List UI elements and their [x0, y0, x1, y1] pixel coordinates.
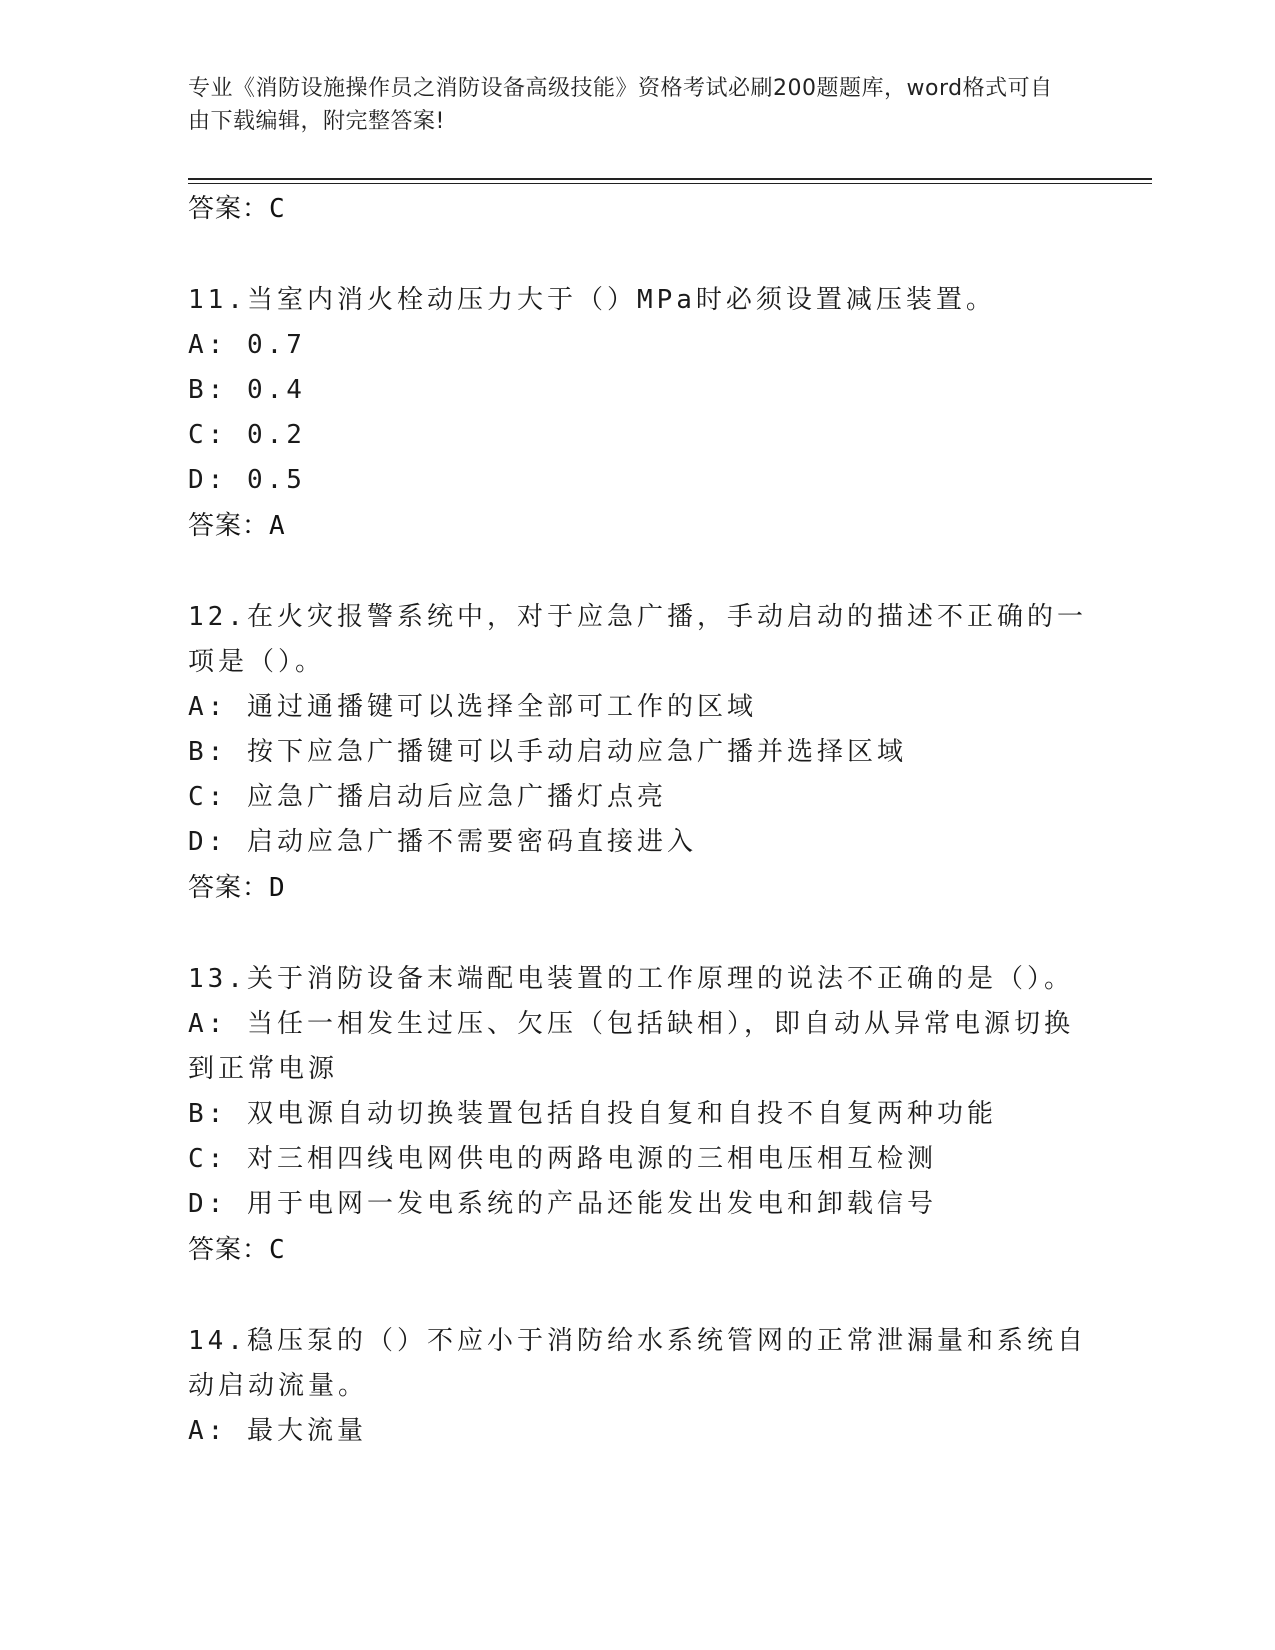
answer-value: D [269, 873, 286, 903]
answer-label: 答案： [188, 511, 270, 541]
question-gap [188, 1273, 1088, 1319]
question-14-stem: 14.稳压泵的（）不应小于消防给水系统管网的正常泄漏量和系统自动启动流量。 [188, 1326, 1087, 1401]
answer-label: 答案： [188, 1235, 270, 1265]
question-14-option-a: A: 最大流量 [188, 1416, 367, 1446]
question-12-option-a: A: 通过通播键可以选择全部可工作的区域 [188, 692, 757, 722]
answer-value: C [269, 1235, 286, 1265]
question-11-answer [188, 503, 1088, 549]
answer-line [188, 186, 1088, 232]
document-body [188, 186, 1088, 1454]
question-13-option-d: D: 用于电网一发电系统的产品还能发出发电和卸载信号 [188, 1189, 937, 1219]
answer-label: 答案： [188, 873, 270, 903]
header-rule-thick [188, 178, 1152, 180]
question-12-option-b: B: 按下应急广播键可以手动启动应急广播并选择区域 [188, 737, 907, 767]
question-gap [188, 911, 1088, 957]
page-header: 专业《消防设施操作员之消防设备高级技能》资格考试必刷200题题库，word格式可自由下载编辑，附完整答案! [188, 76, 1053, 134]
question-11-option-c: C: 0.2 [188, 420, 306, 450]
answer-value: A [269, 511, 286, 541]
question-12-option-d: D: 启动应急广播不需要密码直接进入 [188, 827, 697, 857]
question-gap [188, 232, 1088, 278]
question-11-option-b: B: 0.4 [188, 375, 306, 405]
question-13-stem: 13.关于消防设备末端配电装置的工作原理的说法不正确的是（）。 [188, 964, 1074, 994]
header-rule-thin [188, 183, 1152, 184]
question-11-option-a: A: 0.7 [188, 330, 306, 360]
question-gap [188, 549, 1088, 595]
question-13-option-c: C: 对三相四线电网供电的两路电源的三相电压相互检测 [188, 1144, 937, 1174]
question-13-answer [188, 1227, 1088, 1273]
question-12-stem: 12.在火灾报警系统中，对于应急广播，手动启动的描述不正确的一项是（）。 [188, 602, 1087, 677]
answer-value: C [269, 194, 286, 224]
question-11-option-d: D: 0.5 [188, 465, 306, 495]
question-12-option-c: C: 应急广播启动后应急广播灯点亮 [188, 782, 667, 812]
question-12-answer [188, 865, 1088, 911]
question-13-option-a: A: 当任一相发生过压、欠压（包括缺相），即自动从异常电源切换到正常电源 [188, 1009, 1074, 1084]
question-11-stem: 11.当室内消火栓动压力大于（）MPa时必须设置减压装置。 [188, 285, 996, 315]
question-13-option-b: B: 双电源自动切换装置包括自投自复和自投不自复两种功能 [188, 1099, 997, 1129]
answer-label: 答案： [188, 194, 270, 224]
